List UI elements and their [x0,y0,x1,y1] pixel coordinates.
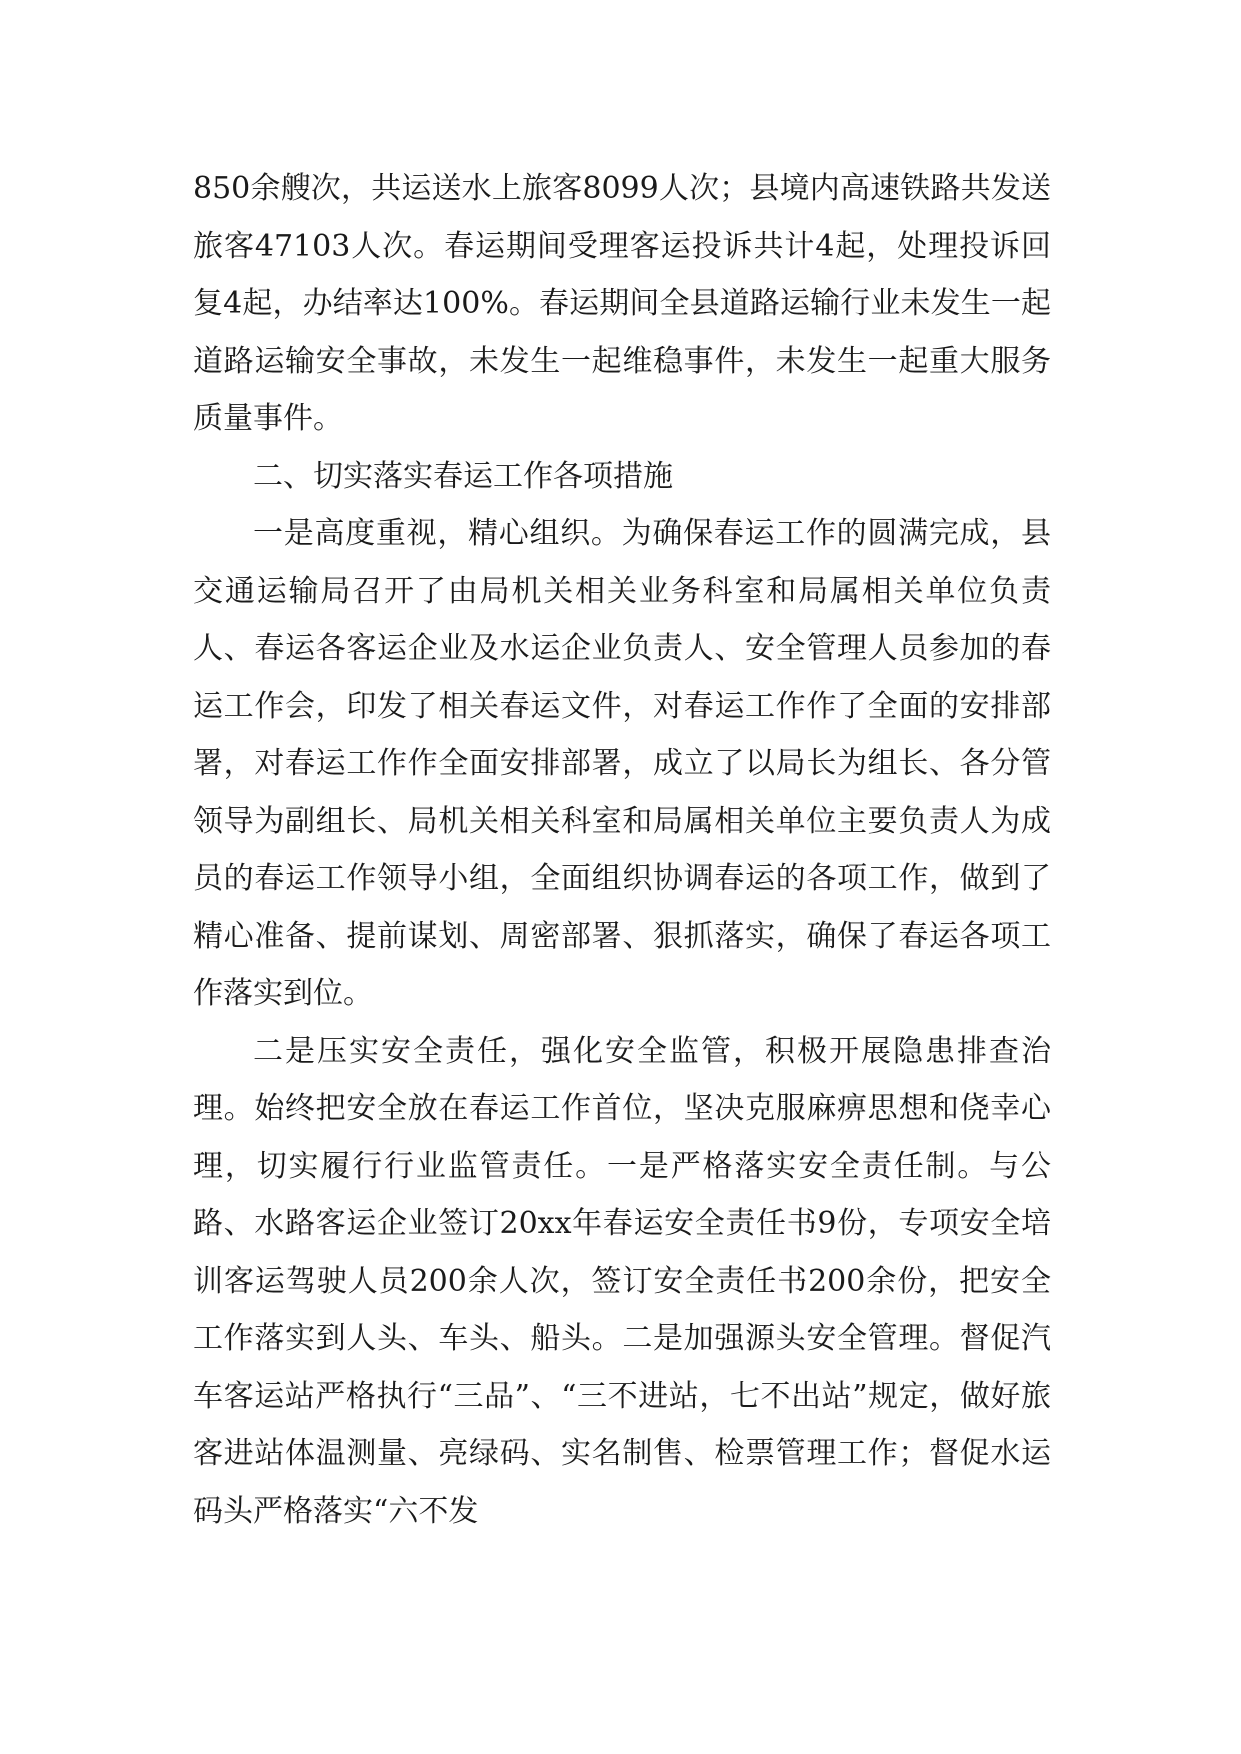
paragraph-safety-responsibility: 二是压实安全责任，强化安全监管，积极开展隐患排查治理。始终把安全放在春运工作首位，坚决克服麻痹思想和侥幸心理，切实履行行业监管责任。一是严格落实安全责任制。与公路、水路客运企业签订20xx年春运安全责任书9份，专项安全培训客运驾驶人员200余人次，签订安全责任书200余份，把安全工作落实到人头、车头、船头。二是加强源头安全管理。督促汽车客运站严格执行“三品”、“三不进站，七不出站”规定，做好旅客进站体温测量、亮绿码、实名制售、检票管理工作；督促水运码头严格落实“六不发 [193,1033,1051,1529]
section-heading-measures: 二、切实落实春运工作各项措施 [253,458,673,494]
paragraph-passenger-statistics: 850余艘次，共运送水上旅客8099人次；县境内高速铁路共发送旅客47103人次。春运期间受理客运投诉共计4起，处理投诉回复4起，办结率达100%。春运期间全县道路运输行业未发生一起道路运输安全事故，未发生一起维稳事件，未发生一起重大服务质量事件。 [193,171,1051,436]
document-body [193,160,1051,1540]
paragraph-organization: 一是高度重视，精心组织。为确保春运工作的圆满完成，县交通运输局召开了由局机关相关业务科室和局属相关单位负责人、春运各客运企业及水运企业负责人、安全管理人员参加的春运工作会，印发了相关春运文件，对春运工作作了全面的安排部署，对春运工作作全面安排部署，成立了以局长为组长、各分管领导为副组长、局机关相关科室和局属相关单位主要负责人为成员的春运工作领导小组，全面组织协调春运的各项工作，做到了精心准备、提前谋划、周密部署、狠抓落实，确保了春运各项工作落实到位。 [193,516,1051,1011]
